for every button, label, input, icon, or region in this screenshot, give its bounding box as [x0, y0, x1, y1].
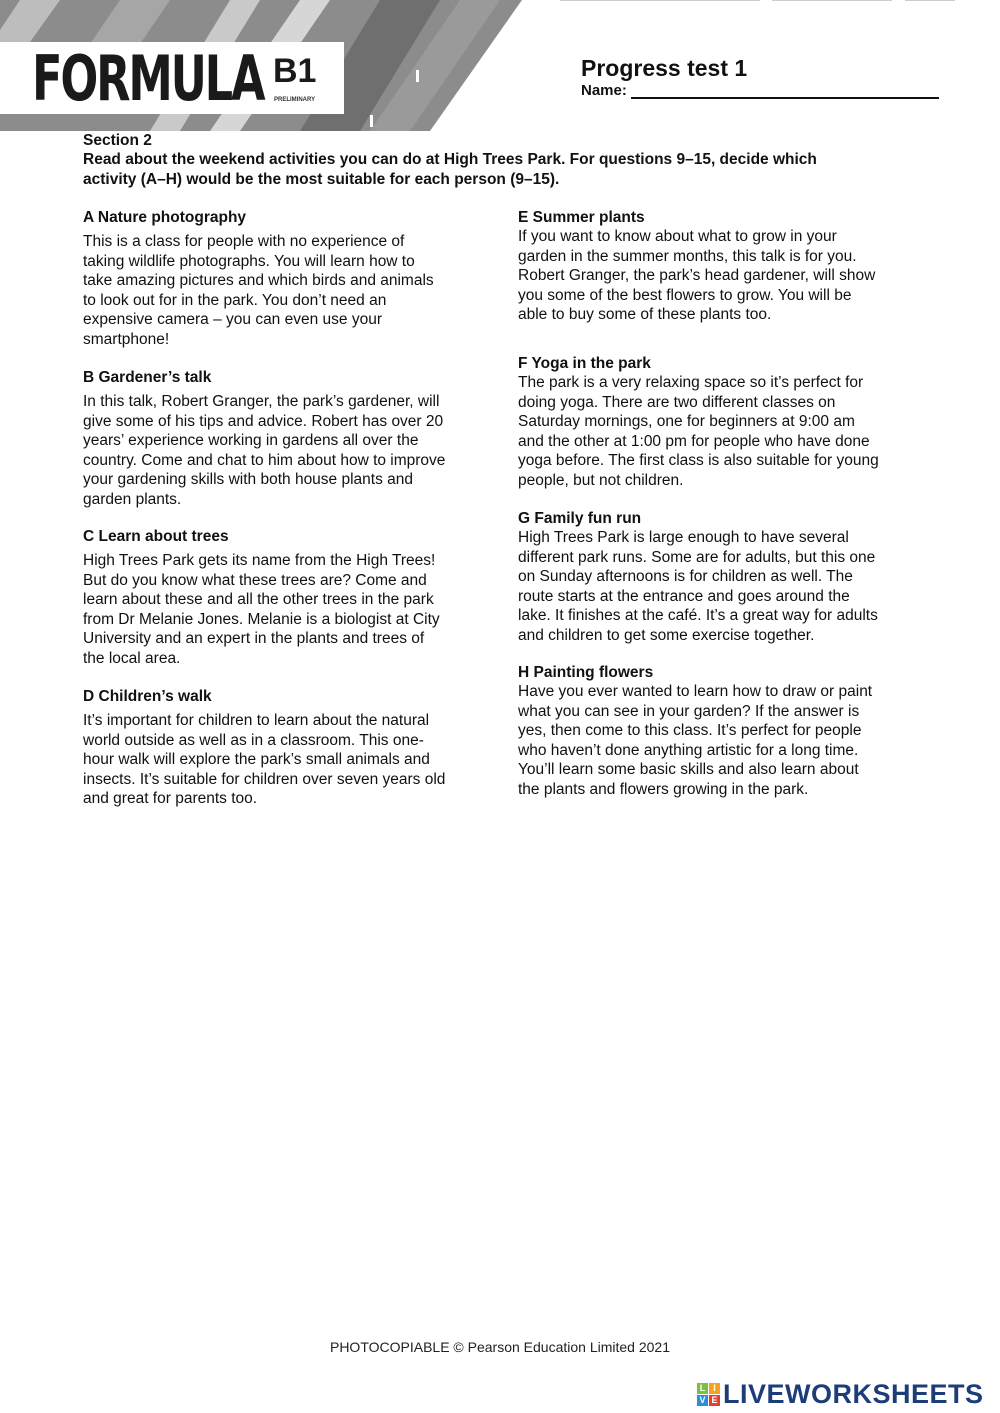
activity-text-line: and the other at 1:00 pm for people who have done: [518, 432, 870, 450]
activity-text-line: route starts at the entrance and goes around the: [518, 587, 850, 605]
activity-e: [518, 208, 938, 325]
activity-text-line: garden plants.: [83, 490, 182, 508]
instructions-line-2: activity (A–H) would be the most suitable for each person (9–15).: [83, 171, 560, 188]
activity-heading: G Family fun run: [518, 510, 642, 527]
activity-text-line: yes, then come to this class. It’s perfect for people: [518, 722, 862, 739]
logo-letter-tile: L: [697, 1383, 708, 1394]
activity-text-line: The park is a very relaxing space so it’s perfect for: [518, 374, 864, 391]
activity-h: [518, 663, 938, 799]
activity-heading: A Nature photography: [83, 209, 247, 226]
activity-text-line: taking wildlife photographs. You will learn how to: [83, 252, 415, 270]
activity-text-line: take amazing pictures and which birds and animals: [83, 272, 434, 289]
activity-text-line: If you want to know about what to grow in your: [518, 228, 837, 245]
activity-d: [83, 687, 503, 809]
activity-text-line: But do you know what these trees are? Come and: [83, 571, 427, 589]
activity-text-line: you some of the best flowers to grow. You will be: [518, 286, 852, 304]
logo-subtitle: PRELIMINARY: [274, 97, 316, 103]
liveworksheets-logo-icon: [697, 1383, 720, 1406]
activity-text-line: country. Come and chat to him about how to improve: [83, 451, 446, 469]
activity-heading: D Children’s walk: [83, 688, 212, 705]
activity-text-line: give some of his tips and advice. Robert has over 20: [83, 412, 444, 430]
activity-text-line: Have you ever wanted to learn how to draw or paint: [518, 683, 873, 700]
activity-text-line: your gardening skills with both house plants and: [83, 471, 414, 488]
activity-text-line: the plants and flowers growing in the park.: [518, 780, 809, 798]
activity-text-line: University and an expert in the plants and trees of: [83, 630, 425, 647]
activity-f: [518, 354, 938, 490]
activity-text-line: High Trees Park gets its name from the High Trees!: [83, 552, 436, 569]
activity-text-line: years’ experience working in gardens all over the: [83, 432, 419, 449]
activity-c: [83, 527, 503, 668]
activity-text-line: Robert Granger, the park’s head gardener, will show: [518, 267, 876, 284]
activity-text-line: doing yoga. There are two different classes on: [518, 393, 836, 411]
copyright-footer: PHOTOCOPIABLE © Pearson Education Limited 2021: [329, 1339, 670, 1355]
section-title: Section 2: [83, 132, 152, 149]
activity-text-line: and children to get some exercise together.: [518, 626, 815, 644]
activity-text-line: yoga before. The first class is also suitable for young: [518, 452, 879, 469]
name-input-line[interactable]: [631, 83, 939, 99]
activity-text-line: It’s important for children to learn about the natural: [83, 712, 430, 729]
activity-text-line: smartphone!: [83, 330, 170, 348]
page-title: Progress test 1: [581, 55, 748, 81]
activity-text-line: different park runs. Some are for adults, but this one: [518, 548, 876, 566]
logo-letter-tile: V: [697, 1395, 708, 1406]
logo-letter-tile: I: [709, 1383, 720, 1394]
activity-heading: F Yoga in the park: [518, 355, 651, 372]
activity-text-line: Saturday mornings, one for beginners at 9:00 am: [518, 413, 855, 430]
activity-text-line: who haven’t done anything artistic for a long time.: [518, 741, 859, 759]
logo-level: B1: [273, 52, 317, 90]
activity-text-line: lake. It finishes at the café. It’s a great way for adults: [518, 607, 878, 624]
activity-text-line: able to buy some of these plants too.: [518, 306, 772, 323]
activity-text-line: from Dr Melanie Jones. Melanie is a biologist at City: [83, 610, 440, 628]
activity-text-line: learn about these and all the other trees in the park: [83, 591, 434, 608]
activity-text-line: to look out for in the park. You don’t need an: [83, 291, 387, 309]
watermark-text: LIVEWORKSHEETS: [723, 1379, 984, 1409]
activity-text-line: the local area.: [83, 649, 181, 667]
activity-text-line: hour walk will explore the park’s small animals and: [83, 751, 430, 768]
logo-letter-tile: E: [709, 1395, 720, 1406]
activity-text-line: world outside as well as in a classroom. This one-: [83, 731, 424, 749]
name-field[interactable]: [581, 82, 939, 99]
activity-text-line: what you can see in your garden? If the answer is: [518, 702, 860, 720]
activity-b: [83, 368, 503, 509]
activity-a: [83, 208, 503, 349]
activity-text-line: on Sunday afternoons is for children as well. The: [518, 568, 853, 585]
activity-text-line: In this talk, Robert Granger, the park’s gardener, will: [83, 393, 440, 410]
liveworksheets-watermark: [697, 1379, 984, 1410]
activity-text-line: High Trees Park is large enough to have several: [518, 529, 849, 546]
activity-text-line: expensive camera – you can even use your: [83, 311, 382, 328]
name-label: Name:: [581, 82, 627, 99]
activity-heading: E Summer plants: [518, 209, 645, 226]
activity-text-line: insects. It’s suitable for children over seven years old: [83, 770, 446, 788]
logo-formula: FORMULA: [32, 42, 264, 115]
activity-text-line: You’ll learn some basic skills and also learn about: [518, 761, 859, 778]
instructions-line-1: Read about the weekend activities you can do at High Trees Park. For questions 9–15, decide which: [83, 151, 817, 168]
activity-g: [518, 509, 938, 645]
activity-heading: B Gardener’s talk: [83, 369, 212, 386]
activity-text-line: This is a class for people with no experience of: [83, 233, 405, 250]
activity-heading: H Painting flowers: [518, 664, 654, 681]
activity-text-line: and great for parents too.: [83, 790, 258, 807]
activity-text-line: garden in the summer months, this talk is for you.: [518, 247, 857, 265]
activity-text-line: people, but not children.: [518, 471, 684, 489]
activity-heading: C Learn about trees: [83, 528, 229, 545]
